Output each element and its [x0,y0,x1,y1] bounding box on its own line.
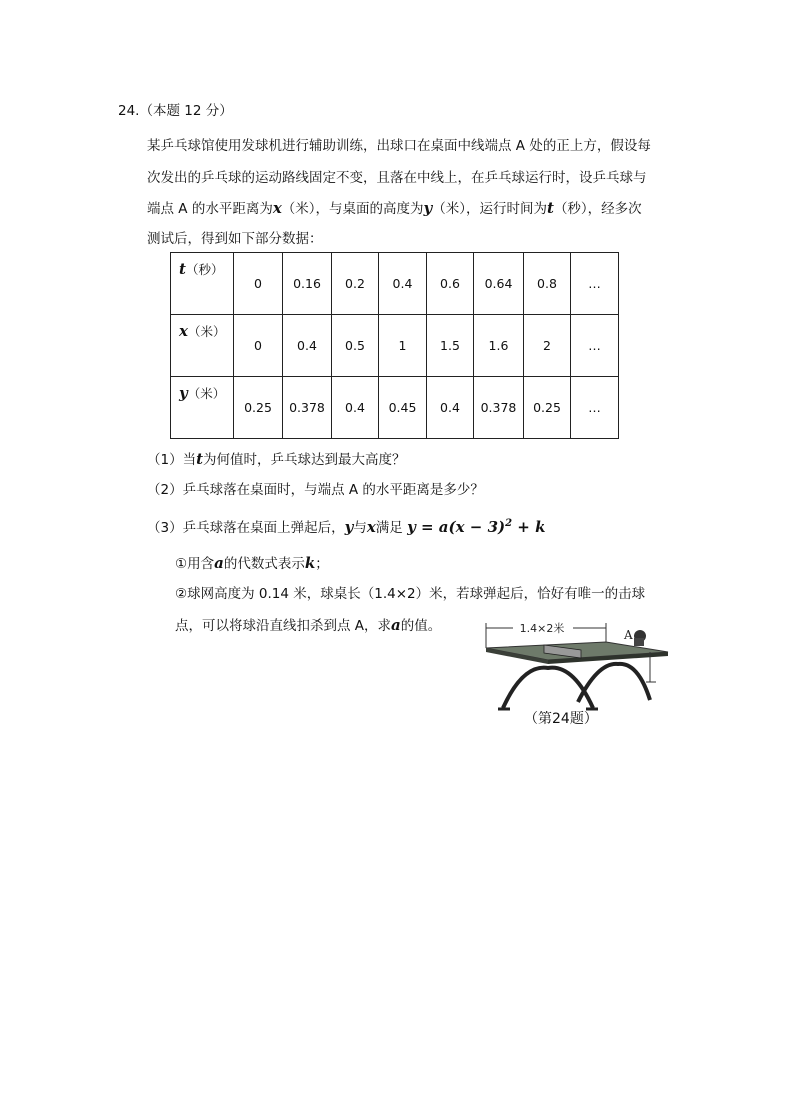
var-y: y [423,199,433,217]
intro-line-3 [147,198,642,219]
intro-line-1: 某乒乓球馆使用发球机进行辅助训练，出球口在桌面中线端点 A 处的正上方，假设每 [147,138,651,154]
figure-caption: （第24题） [524,711,598,727]
row-header [171,315,234,377]
table-cell: 0.4 [283,315,332,377]
row-unit: （秒） [185,262,224,277]
var-a: a [391,616,401,634]
formula-body: y = a(x − 3) [407,518,506,536]
table-cell: 0.8 [524,253,571,315]
var-x: x [366,518,376,536]
table-cell: 1.6 [474,315,524,377]
var-x: x [272,199,282,217]
table-cell: 0 [234,253,283,315]
question-2: （2）乒乓球落在桌面时，与端点 A 的水平距离是多少？ [147,482,484,498]
table-cell: 0 [234,315,283,377]
row-unit: （米） [187,324,226,339]
table-cell: 0.6 [427,253,474,315]
var-t: t [196,450,204,468]
row-unit: （米） [187,386,226,401]
table-cell: 0.378 [474,377,524,439]
intro-line-2: 次发出的乒乓球的运动路线固定不变，且落在中线上，在乒乓球运行时，设乒乓球与 [147,170,647,186]
sub-question-2: ②球网高度为 0.14 米，球桌长（1.4×2）米，若球弹起后，恰好有唯一的击球 [175,586,646,602]
question-3 [147,514,545,538]
table-cell: 0.2 [332,253,379,315]
intro-text: （米），运行时间为 [432,201,547,217]
row-header [171,377,234,439]
table-row [171,253,619,315]
row-var: t [179,260,186,278]
formula-tail: + k [512,518,546,536]
question-text: （3）乒乓球落在桌面上弹起后， [147,520,345,536]
table-cell: 0.45 [379,377,427,439]
table-cell: 0.4 [379,253,427,315]
intro-text: 端点 A 的水平距离为 [147,201,273,217]
point-a-label: A [624,628,633,642]
table-cell: 0.25 [524,377,571,439]
row-var: x [179,322,188,340]
question-text: 的代数式表示 [223,556,305,572]
var-a: a [214,554,224,572]
question-text: ①用含 [175,556,215,572]
question-text: 满足 [375,520,403,536]
table-row [171,315,619,377]
question-text: 为何值时，乒乓球达到最大高度？ [203,452,406,468]
table-cell: … [571,315,619,377]
table-cell: 0.64 [474,253,524,315]
table-cell: 0.25 [234,377,283,439]
question-text: 的值。 [400,618,442,634]
table-cell: 0.4 [332,377,379,439]
formula-exponent: 2 [505,518,513,529]
row-var: y [179,384,188,402]
table-cell: 1 [379,315,427,377]
table-cell: 0.4 [427,377,474,439]
var-y: y [344,518,354,536]
var-k: k [304,554,316,572]
table-cell: 0.5 [332,315,379,377]
var-t: t [547,199,554,217]
table-cell: 0.378 [283,377,332,439]
question-text: 点，可以将球沿直线扣杀到点 A，求 [175,618,392,634]
table-cell: 2 [524,315,571,377]
dimension-label: 1.4×2米 [519,622,565,635]
problem-header: 24.（本题 12 分） [118,103,233,119]
question-text: ； [315,556,329,572]
intro-text: （米），与桌面的高度为 [281,201,424,217]
question-1 [147,449,406,470]
table-row [171,377,619,439]
question-text: （1）当 [147,452,197,468]
formula [407,518,545,536]
table-cell: … [571,253,619,315]
data-table [170,252,619,439]
row-header [171,253,234,315]
table-cell: 1.5 [427,315,474,377]
sub-question-1 [175,553,329,574]
table-cell: 0.16 [283,253,332,315]
intro-text: （秒），经多次 [553,201,642,217]
sub-question-2-cont [175,615,441,636]
table-cell: … [571,377,619,439]
intro-line-4: 测试后，得到如下部分数据： [147,231,323,247]
question-text: 与 [353,520,367,536]
